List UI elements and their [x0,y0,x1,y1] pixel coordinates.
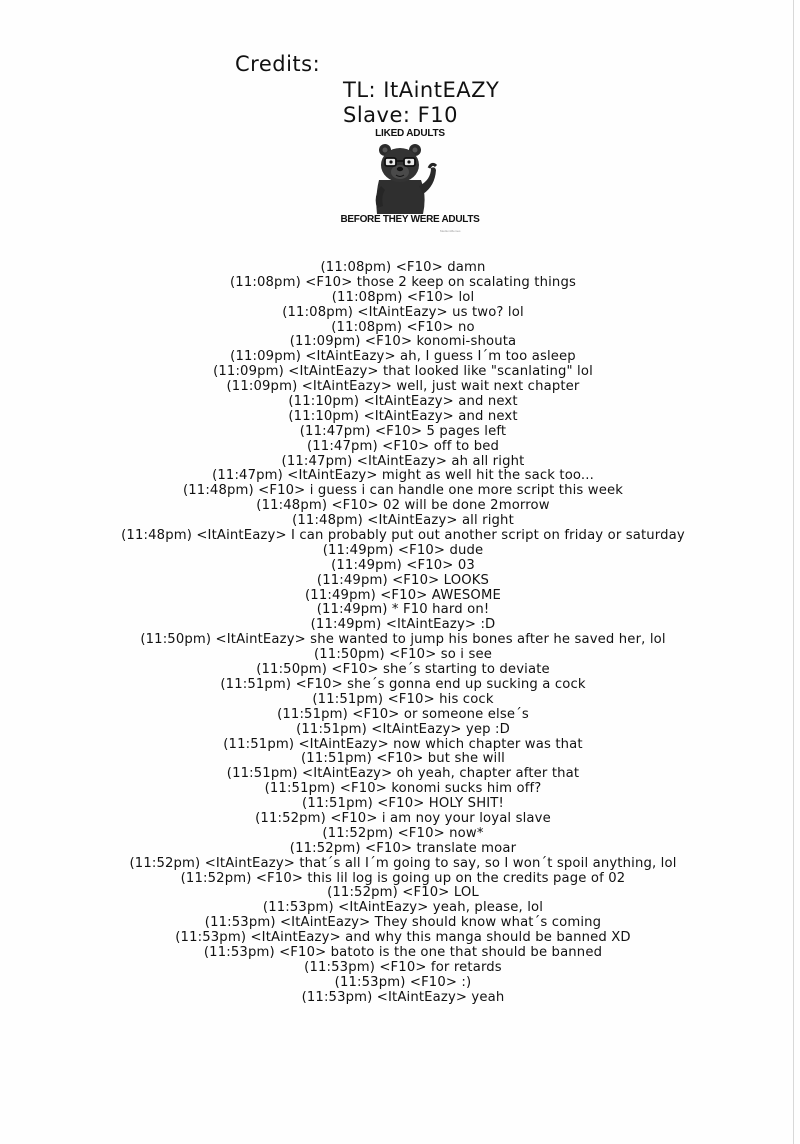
chat-line: (11:49pm) <F10> LOOKS [316,572,490,588]
chat-line: (11:53pm) <ItAintEazy> yeah [301,989,505,1005]
chat-line: (11:49pm) * F10 hard on! [316,602,490,618]
translator-credit: TL: ItAintEAZY [343,78,500,102]
chat-line: (11:09pm) <F10> konomi-shouta [289,334,517,350]
chat-line: (11:53pm) <F10> batoto is the one that should be banned [203,944,603,960]
chat-line: (11:52pm) <F10> this lil log is going up on the credits page of 02 [180,870,626,886]
chat-line: (11:09pm) <ItAintEazy> well, just wait next chapter [226,379,580,395]
chat-line: (11:50pm) <F10> she´s starting to deviate [256,662,550,678]
chat-line: (11:48pm) <F10> 02 will be done 2morrow [256,498,550,514]
meme-bottom-text: BEFORE THEY WERE ADULTS [340,214,480,225]
credits-title: Credits: [235,52,321,76]
meme-watermark: MediumMemes [440,229,461,233]
meme-image [335,128,485,238]
chat-line: (11:08pm) <ItAintEazy> us two? lol [282,304,524,320]
chat-line: (11:47pm) <F10> 5 pages left [299,423,507,439]
chat-line: (11:53pm) <F10> :) [334,974,472,990]
chat-line: (11:52pm) <F10> translate moar [289,840,517,856]
meme-top-text: LIKED ADULTS [375,128,445,139]
bear-illustration [369,140,441,214]
chat-line: (11:09pm) <ItAintEazy> that looked like "scanlating" lol [213,364,593,380]
chat-line: (11:52pm) <F10> i am noy your loyal slave [255,810,551,826]
chat-line: (11:49pm) <F10> 03 [331,557,475,573]
chat-line: (11:52pm) <F10> LOL [327,885,479,901]
chat-line: (11:51pm) <ItAintEazy> now which chapter was that [223,736,583,752]
chat-line: (11:48pm) <ItAintEazy> all right [292,513,514,529]
chat-line: (11:53pm) <ItAintEazy> yeah, please, lol [262,900,544,916]
chat-log [0,261,800,1006]
chat-line: (11:08pm) <F10> damn [320,260,486,275]
chat-line: (11:48pm) <F10> i guess i can handle one more script this week [182,483,624,499]
chat-line: (11:10pm) <ItAintEazy> and next [288,394,518,410]
chat-line: (11:51pm) <ItAintEazy> oh yeah, chapter after that [226,766,580,782]
chat-line: (11:53pm) <F10> for retards [304,959,502,975]
chat-line: (11:09pm) <ItAintEazy> ah, I guess I´m too asleep [230,349,576,365]
chat-line: (11:51pm) <F10> or someone else´s [277,706,529,722]
chat-line: (11:47pm) <F10> off to bed [306,438,500,454]
chat-line: (11:53pm) <ItAintEazy> and why this manga should be banned XD [175,930,631,946]
chat-line: (11:50pm) <ItAintEazy> she wanted to jump his bones after he saved her, lol [140,632,666,648]
chat-line: (11:51pm) <F10> she´s gonna end up sucking a cock [220,676,586,692]
chat-line: (11:52pm) <F10> now* [322,825,484,841]
chat-line: (11:08pm) <F10> no [331,319,475,335]
chat-line: (11:08pm) <F10> those 2 keep on scalating things [230,274,576,290]
chat-line: (11:51pm) <F10> konomi sucks him off? [264,781,542,797]
chat-line: (11:53pm) <ItAintEazy> They should know what´s coming [204,915,602,931]
chat-line: (11:08pm) <F10> lol [331,289,475,305]
chat-line: (11:51pm) <ItAintEazy> yep :D [296,721,510,737]
chat-line: (11:49pm) <ItAintEazy> :D [310,617,496,633]
chat-line: (11:49pm) <F10> dude [322,542,484,558]
chat-line: (11:49pm) <F10> AWESOME [305,587,501,603]
chat-line: (11:51pm) <F10> his cock [312,691,494,707]
chat-line: (11:48pm) <ItAintEazy> I can probably put out another script on friday or saturday [121,528,685,544]
chat-line: (11:47pm) <ItAintEazy> ah all right [281,453,525,469]
chat-line: (11:47pm) <ItAintEazy> might as well hit the sack too... [212,468,594,484]
slave-credit: Slave: F10 [343,103,458,127]
chat-line: (11:50pm) <F10> so i see [313,647,493,663]
chat-line: (11:10pm) <ItAintEazy> and next [288,408,518,424]
chat-line: (11:51pm) <F10> but she will [301,751,505,767]
chat-line: (11:52pm) <ItAintEazy> that´s all I´m going to say, so I won´t spoil anything, lol [129,855,677,871]
chat-line: (11:51pm) <F10> HOLY SHIT! [302,796,504,812]
